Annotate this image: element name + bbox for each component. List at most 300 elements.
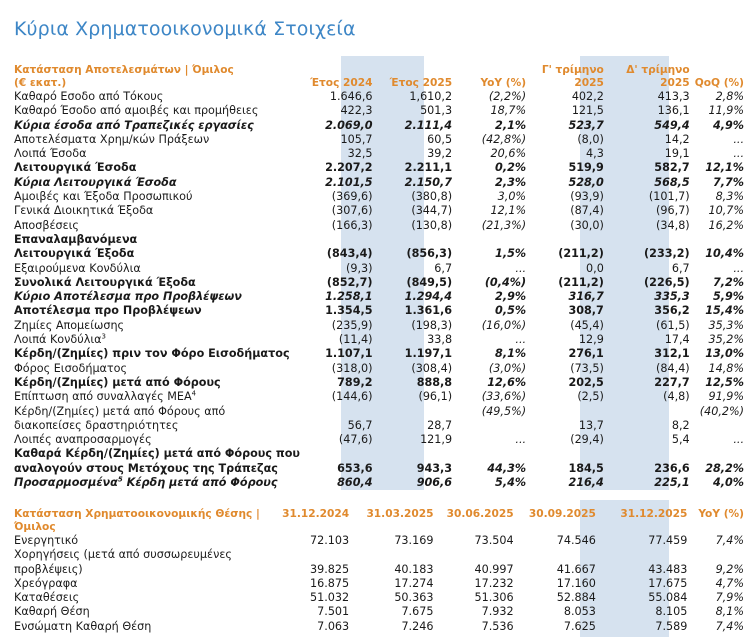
income-row xyxy=(14,119,744,133)
row-value: 52.884 xyxy=(556,591,596,605)
row-value: 5,4 xyxy=(671,433,690,447)
row-value: (93,9) xyxy=(570,190,604,204)
row-label xyxy=(14,333,300,347)
row-value: 7.589 xyxy=(655,619,688,633)
income-column-header: Έτος 2025 xyxy=(389,77,453,89)
row-label-text: Λειτουργικά Έσοδα xyxy=(14,161,137,175)
row-value: (318,0) xyxy=(331,361,373,375)
row-label xyxy=(14,90,300,104)
row-label xyxy=(14,204,300,218)
row-label xyxy=(14,133,300,147)
row-value xyxy=(452,419,526,433)
column-header-line1: Γ' τρίμηνο xyxy=(541,64,604,76)
row-label-text: Κέρδη/(Ζημίες) μετά από Φόρους xyxy=(14,375,221,389)
row-value: 184,5 xyxy=(568,461,604,475)
row-label-text: Αμοιβές και Έξοδα Προσωπικού xyxy=(14,190,193,204)
balance-column-header: 30.09.2025 xyxy=(528,508,596,520)
row-value: 11,9% xyxy=(708,104,744,118)
row-value: 4,3 xyxy=(586,147,604,161)
row-value: 8.053 xyxy=(563,605,596,619)
balance-row xyxy=(14,620,744,634)
row-value: 225,1 xyxy=(654,476,690,490)
row-value: (198,3) xyxy=(411,318,453,332)
row-value: 16.875 xyxy=(310,576,350,590)
row-value: (166,3) xyxy=(331,218,373,232)
balance-row xyxy=(14,534,744,548)
row-value: 44,3% xyxy=(487,461,527,475)
income-row xyxy=(14,161,744,175)
row-value: 39,2 xyxy=(427,147,453,161)
row-value: 7.932 xyxy=(481,605,514,619)
row-value: 51.032 xyxy=(310,591,350,605)
row-value: 105,7 xyxy=(340,132,373,146)
row-value: 6,7 xyxy=(671,261,690,275)
footnote-marker: 3 xyxy=(101,332,106,341)
income-row xyxy=(14,447,744,461)
row-value: (2,5) xyxy=(577,390,604,404)
row-value: ... xyxy=(515,261,527,275)
row-value: 41.667 xyxy=(556,562,596,576)
row-value: 12,9 xyxy=(578,333,604,347)
row-value: 308,7 xyxy=(568,304,604,318)
row-value: 8,3% xyxy=(715,190,744,204)
income-row xyxy=(14,376,744,390)
row-label-text: Γενικά Διοικητικά Έξοδα xyxy=(14,204,154,218)
row-value: 72.103 xyxy=(310,534,350,547)
row-value: 413,3 xyxy=(657,90,690,103)
row-value: 136,1 xyxy=(657,104,690,118)
row-label-text: Κύρια έσοδα από Τραπεζικές εργασίες xyxy=(14,118,254,132)
row-value: 18,7% xyxy=(490,104,527,118)
row-value: 2.207,2 xyxy=(325,161,373,175)
row-value: (233,2) xyxy=(644,247,690,261)
row-value: 12,1% xyxy=(705,161,744,175)
row-label-text: Συνολικά Λειτουργικά Έξοδα xyxy=(14,275,196,289)
row-value: 906,6 xyxy=(416,476,453,490)
row-label: Χορηγήσεις (μετά από συσσωρευμένες xyxy=(14,548,232,562)
row-value: (11,4) xyxy=(338,333,373,347)
row-label xyxy=(14,161,300,175)
row-value: 7.536 xyxy=(481,619,514,633)
row-value: (47,6) xyxy=(338,433,373,447)
row-label: Ενσώματη Καθαρή Θέση xyxy=(14,619,152,633)
row-label-text: Λοιπά Έσοδα xyxy=(14,147,87,161)
row-value: 1.646,6 xyxy=(329,90,373,103)
row-value: 2,1% xyxy=(495,118,527,132)
row-label xyxy=(14,433,300,447)
row-value: 32,5 xyxy=(347,147,373,161)
row-value: (42,8%) xyxy=(481,132,527,146)
row-value: (21,3%) xyxy=(481,218,527,232)
row-value xyxy=(300,405,373,419)
row-value: 121,5 xyxy=(571,104,604,118)
income-column-header: QoQ (%) xyxy=(694,77,744,89)
row-label xyxy=(14,104,300,118)
row-value: 121,9 xyxy=(420,433,453,447)
row-value: (101,7) xyxy=(648,190,690,204)
empty-cell xyxy=(433,548,513,562)
income-statement-table xyxy=(14,64,744,490)
balance-section-title: Κατάσταση Χρηματοοικονομικής Θέσης | xyxy=(14,508,260,520)
income-row xyxy=(14,90,744,104)
row-value: 216,4 xyxy=(568,476,604,490)
income-row xyxy=(14,276,744,290)
row-value: 77.459 xyxy=(648,534,688,547)
income-header-row xyxy=(14,64,744,77)
income-row xyxy=(14,219,744,233)
row-value: 7,2% xyxy=(712,275,744,289)
row-value: 28,7 xyxy=(427,418,453,432)
row-label xyxy=(14,304,300,318)
row-value: 0,5% xyxy=(495,304,527,318)
row-value: (4,8) xyxy=(663,390,690,404)
row-value: 7,7% xyxy=(712,175,744,189)
row-value: (308,4) xyxy=(411,361,453,375)
row-label xyxy=(14,119,300,133)
row-value: 4,9% xyxy=(712,118,744,132)
row-value: 17.274 xyxy=(394,576,434,590)
row-label: Επαναλαμβανόμενα xyxy=(14,232,138,246)
row-value: (9,3) xyxy=(346,261,373,275)
row-value: (33,6%) xyxy=(481,390,527,404)
row-value: 5,4% xyxy=(495,476,527,490)
row-value: (29,4) xyxy=(570,433,604,447)
row-value: 19,1 xyxy=(664,147,690,161)
row-value: 568,5 xyxy=(654,175,690,189)
row-value: 35,2% xyxy=(708,333,744,347)
row-value xyxy=(452,233,526,247)
row-value: 73.169 xyxy=(394,534,434,547)
row-value: 7.246 xyxy=(401,619,434,633)
balance-row xyxy=(14,548,744,562)
empty-cell xyxy=(273,548,349,562)
row-label xyxy=(14,176,300,190)
row-label: Χρεόγραφα xyxy=(14,576,78,590)
income-row xyxy=(14,247,744,261)
empty-cell xyxy=(687,548,744,562)
row-value: 9,2% xyxy=(715,562,744,576)
row-value: 17.160 xyxy=(556,576,596,590)
row-value: 43.483 xyxy=(648,562,688,576)
income-row xyxy=(14,405,744,419)
row-value: (852,7) xyxy=(326,275,373,289)
row-value: (3,0%) xyxy=(488,361,527,375)
row-value: 1.197,1 xyxy=(404,347,453,361)
row-value: 549,4 xyxy=(654,118,690,132)
row-value xyxy=(526,405,604,419)
row-value: 12,1% xyxy=(490,204,527,218)
row-label xyxy=(14,362,300,376)
row-value: 14,8% xyxy=(708,361,744,375)
balance-row xyxy=(14,605,744,619)
row-value: 33,8 xyxy=(427,333,453,347)
row-value xyxy=(300,233,373,247)
row-label xyxy=(14,276,300,290)
row-label-continued: διακοπείσες δραστηριότητες xyxy=(14,418,179,432)
income-row xyxy=(14,204,744,218)
row-value: 3,0% xyxy=(497,190,527,204)
row-value: 12,5% xyxy=(705,375,744,389)
row-value: 51.306 xyxy=(474,591,514,605)
row-value xyxy=(604,233,690,247)
row-value: (226,5) xyxy=(644,275,690,289)
row-label-text: Κύρια Λειτουργικά Έσοδα xyxy=(14,175,177,189)
income-row xyxy=(14,462,744,476)
row-value: (73,5) xyxy=(570,361,604,375)
row-value: 653,6 xyxy=(337,461,373,475)
income-row xyxy=(14,133,744,147)
row-value: 10,7% xyxy=(708,204,744,218)
row-value: 91,9% xyxy=(708,390,744,404)
page-title: Κύρια Χρηματοοικονομικά Στοιχεία xyxy=(14,18,356,40)
income-row xyxy=(14,433,744,447)
row-label-text: Φόρος Εισοδήματος xyxy=(14,361,128,375)
income-row xyxy=(14,290,744,304)
row-value: 7.625 xyxy=(563,619,596,633)
empty-cell xyxy=(687,521,744,534)
row-value: 943,3 xyxy=(416,461,453,475)
income-column-header xyxy=(690,64,744,77)
row-value xyxy=(526,447,604,461)
row-label-text: Αποτέλεσμα προ Προβλέψεων xyxy=(14,304,202,318)
row-value: (849,5) xyxy=(406,275,453,289)
row-value: 5,9% xyxy=(712,290,744,304)
footnote-marker: 4 xyxy=(191,389,197,398)
row-label-text: Επίπτωση από συναλλαγές ΜΕΑ xyxy=(14,390,192,404)
row-value: 519,9 xyxy=(568,161,604,175)
row-value: 17.232 xyxy=(474,576,514,590)
row-value: 7.675 xyxy=(401,605,434,619)
row-value: (380,8) xyxy=(411,190,453,204)
income-row xyxy=(14,476,744,490)
row-value: 2,9% xyxy=(495,290,527,304)
income-row xyxy=(14,147,744,161)
income-row xyxy=(14,333,744,347)
row-value: ... xyxy=(733,261,744,275)
row-value: 1.354,5 xyxy=(325,304,373,318)
row-label xyxy=(14,376,300,390)
income-column-header xyxy=(373,64,453,77)
row-label xyxy=(14,476,300,490)
row-value: 1.258,1 xyxy=(325,290,373,304)
row-label xyxy=(14,147,300,161)
row-label xyxy=(14,190,300,204)
row-value xyxy=(300,447,373,461)
income-header-row xyxy=(14,77,744,90)
row-value: 528,0 xyxy=(568,175,604,189)
row-value xyxy=(373,233,453,247)
row-value: 15,4% xyxy=(705,304,744,318)
row-value: 2.150,7 xyxy=(404,175,453,189)
row-value: (87,4) xyxy=(570,204,604,218)
row-value: 582,7 xyxy=(654,161,690,175)
row-label: Κέρδη/(Ζημίες) μετά από Φόρους από xyxy=(14,404,226,418)
income-column-header xyxy=(300,64,373,77)
row-value: (344,7) xyxy=(411,204,453,218)
row-value: 888,8 xyxy=(416,375,453,389)
row-value: 4,7% xyxy=(715,576,744,590)
row-value xyxy=(526,233,604,247)
row-value: 17.675 xyxy=(648,576,688,590)
row-value: (235,9) xyxy=(331,318,373,332)
row-value: (96,1) xyxy=(418,390,453,404)
income-row xyxy=(14,347,744,361)
row-value: 2.069,0 xyxy=(325,118,373,132)
balance-sheet-table xyxy=(14,508,744,634)
row-value: (369,6) xyxy=(331,190,373,204)
row-value: 276,1 xyxy=(568,347,604,361)
income-row xyxy=(14,319,744,333)
row-value: (16,0%) xyxy=(481,318,527,332)
row-value: ... xyxy=(515,333,527,347)
row-label-continued: Λειτουργικά Έξοδα xyxy=(14,247,135,261)
row-label-text: Προσαρμοσμένα xyxy=(14,476,118,490)
row-label-tail: Κέρδη μετά από Φόρους xyxy=(122,476,278,490)
empty-cell xyxy=(349,521,433,534)
row-value: 12,6% xyxy=(487,375,527,389)
row-value: 55.084 xyxy=(648,591,688,605)
row-value xyxy=(604,447,690,461)
row-value: 7,4% xyxy=(715,619,744,633)
row-value xyxy=(690,447,744,461)
row-value: 73.504 xyxy=(474,534,514,547)
row-value: (144,6) xyxy=(331,390,373,404)
footnote-marker: 5 xyxy=(117,475,123,484)
row-value: 7.063 xyxy=(317,619,350,633)
row-value: 0,2% xyxy=(495,161,527,175)
row-label-text: Καθαρό Έσοδο από αμοιβές και προμήθειες xyxy=(14,104,259,118)
balance-column-header: YoY (%) xyxy=(698,508,744,520)
income-units-label: (€ εκατ.) xyxy=(14,77,67,89)
empty-cell xyxy=(514,548,596,562)
empty-cell xyxy=(273,521,349,534)
balance-row xyxy=(14,563,744,577)
balance-row xyxy=(14,577,744,591)
row-value: ... xyxy=(733,147,744,161)
row-value: 2,3% xyxy=(495,175,527,189)
row-value: 227,7 xyxy=(654,375,690,389)
row-value: 1.361,6 xyxy=(404,304,453,318)
balance-column-header: 30.06.2025 xyxy=(446,508,514,520)
row-value: 7.501 xyxy=(317,605,350,619)
row-value: 1,5% xyxy=(495,247,527,261)
row-value: ... xyxy=(733,433,744,447)
row-value: (0,4%) xyxy=(484,275,527,289)
income-row xyxy=(14,176,744,190)
balance-header-row xyxy=(14,508,744,521)
row-value: (45,4) xyxy=(570,318,604,332)
row-value: 7,9% xyxy=(715,591,744,605)
row-value: 312,1 xyxy=(654,347,690,361)
row-value: (96,7) xyxy=(656,204,690,218)
row-value: ... xyxy=(733,132,744,146)
row-value: 422,3 xyxy=(340,104,373,118)
row-value: (307,6) xyxy=(331,204,373,218)
row-value xyxy=(690,419,744,433)
balance-column-header: 31.12.2025 xyxy=(620,508,688,520)
row-value: 1,610,2 xyxy=(409,90,453,103)
row-value: 2.101,5 xyxy=(325,175,373,189)
row-value: 17,4 xyxy=(664,333,690,347)
row-label: Καθαρά Κέρδη/(Ζημίες) μετά από Φόρους που xyxy=(14,447,300,461)
balance-column-header: 31.12.2024 xyxy=(282,508,350,520)
row-label: Καταθέσεις xyxy=(14,591,80,605)
row-value xyxy=(373,447,453,461)
row-value: (130,8) xyxy=(411,218,453,232)
row-value: (84,4) xyxy=(656,361,690,375)
income-row xyxy=(14,419,744,433)
row-value: 236,6 xyxy=(654,461,690,475)
row-label xyxy=(14,390,300,404)
row-value: 335,3 xyxy=(654,290,690,304)
balance-header-row xyxy=(14,521,744,534)
row-value: 8,2 xyxy=(671,418,690,432)
row-value: 2,8% xyxy=(715,90,744,103)
row-value xyxy=(373,405,453,419)
row-value: 501,3 xyxy=(420,104,453,118)
row-value: 14,2 xyxy=(664,132,690,146)
row-value: (843,4) xyxy=(326,247,373,261)
row-value: (8,0) xyxy=(577,132,604,146)
row-value: (49,5%) xyxy=(481,404,527,418)
row-value: 74.546 xyxy=(556,534,596,547)
empty-cell xyxy=(596,521,688,534)
row-label-text: Κέρδη/(Ζημίες) πριν τον Φόρο Εισοδήματος xyxy=(14,347,290,361)
row-value: (61,5) xyxy=(656,318,690,332)
row-value: 13,7 xyxy=(578,418,604,432)
row-value: 8,1% xyxy=(715,605,744,619)
row-value: 60,5 xyxy=(427,132,453,146)
empty-cell xyxy=(514,521,596,534)
row-value: ... xyxy=(515,433,527,447)
column-header-line1: Δ' τρίμηνο xyxy=(626,64,690,76)
row-value: 20,6% xyxy=(490,147,527,161)
row-value: 6,7 xyxy=(434,261,453,275)
income-column-header xyxy=(452,64,526,77)
row-value xyxy=(690,233,744,247)
row-value: 39.825 xyxy=(310,562,350,576)
income-section-title: Κατάσταση Αποτελεσμάτων | Όμιλος xyxy=(14,64,234,76)
balance-column-header: 31.03.2025 xyxy=(366,508,434,520)
row-label: Καθαρή Θέση xyxy=(14,605,90,619)
row-value: 8.105 xyxy=(655,605,688,619)
row-value: 356,2 xyxy=(654,304,690,318)
row-label xyxy=(14,290,300,304)
balance-section-subtitle: Όμιλος xyxy=(14,521,56,533)
income-row xyxy=(14,304,744,318)
row-label-text: Εξαιρούμενα Κονδύλια xyxy=(14,261,141,275)
row-label-text: Καθαρό Εσοδο από Τόκους xyxy=(14,90,164,103)
income-row xyxy=(14,190,744,204)
row-value: (34,8) xyxy=(656,218,690,232)
row-value: (40,2%) xyxy=(699,404,744,418)
row-value: 789,2 xyxy=(337,375,373,389)
row-value: 16,2% xyxy=(708,218,744,232)
row-label xyxy=(14,219,300,233)
row-label-continued: προβλέψεις) xyxy=(14,562,83,576)
balance-row xyxy=(14,591,744,605)
row-value: 1.107,1 xyxy=(325,347,373,361)
row-value: 1.294,4 xyxy=(404,290,453,304)
row-value: 402,2 xyxy=(571,90,604,103)
row-value: 202,5 xyxy=(568,375,604,389)
row-value xyxy=(604,405,690,419)
row-label xyxy=(14,319,300,333)
row-label xyxy=(14,262,300,276)
row-value: 860,4 xyxy=(337,476,373,490)
row-label-text: Κύριο Αποτέλεσμα προ Προβλέψεων xyxy=(14,290,242,304)
income-row xyxy=(14,233,744,247)
